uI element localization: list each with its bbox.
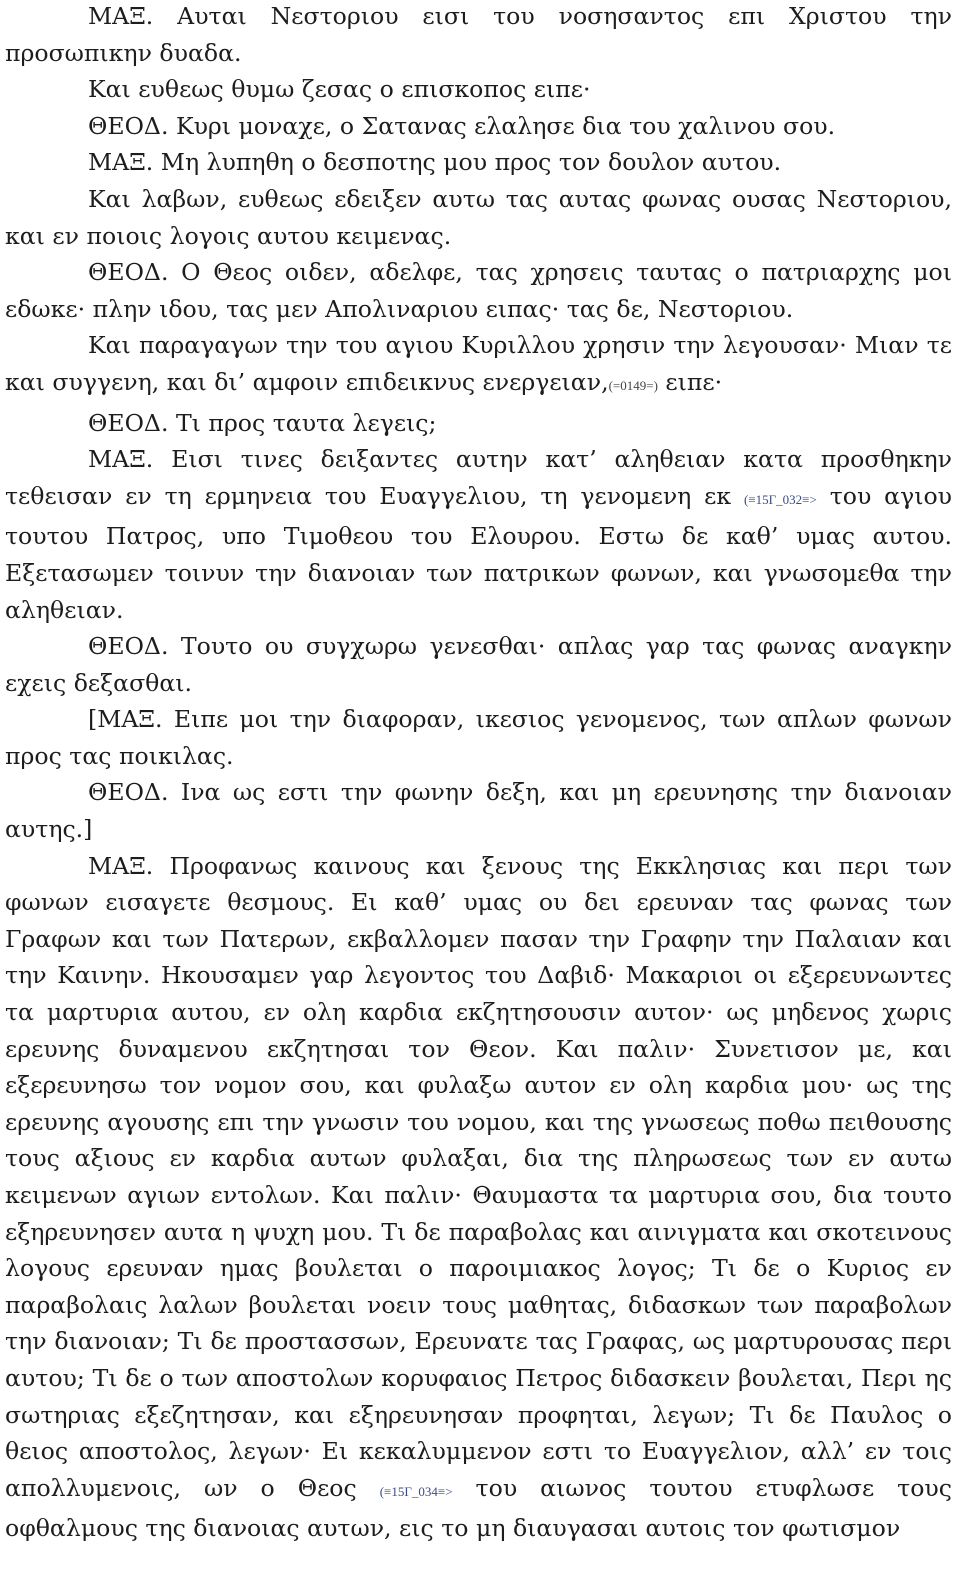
- text-run: του αιωνος τουτου ετυφλωσε τους οφθαλμους της διανοιας αυτων, εις το μη διαυγασαι αυτοις τον φωτισμον: [5, 1473, 952, 1543]
- text-paragraph: [5, 441, 952, 628]
- text-paragraph: [5, 254, 952, 327]
- text-run: ΘΕΟΔ. Ινα ως εστι την φωνην δεξη, και μη ερευνησης την διανοιαν αυτης.]: [5, 778, 952, 844]
- page-marker: (=0149=): [608, 377, 658, 393]
- text-run: ΜΑΞ. Εισι τινες δειξαντες αυτην κατ’ αληθειαν κατα προσθηκην τεθεισαν εν τη ερμηνεια του Ευαγγελιου, τη γενομενη εκ: [5, 445, 952, 510]
- text-run: ΘΕΟΔ. Τουτο ου συγχωρω γενεσθαι· απλας γαρ τας φωνας αναγκην εχεις δεξασθαι.: [5, 632, 952, 697]
- text-run: ΘΕΟΔ. Τι προς ταυτα λεγεις;: [88, 408, 437, 437]
- text-paragraph: [5, 848, 952, 1547]
- page-marker: (≡15Γ_032≡>: [744, 491, 817, 507]
- page-marker: (≡15Γ_034≡>: [379, 1483, 453, 1499]
- text-paragraph: [5, 628, 952, 701]
- text-run: ΜΑΞ. Αυται Νεστοριου εισι του νοσησαντος επι Χριστου την προσωπικην δυαδα.: [5, 2, 952, 67]
- text-paragraph: [5, 327, 952, 404]
- text-paragraph: [5, 0, 952, 71]
- text-run: ΜΑΞ. Προφανως καινους και ξενους της Εκκλησιας και περι των φωνων εισαγετε θεσμους. Ει καθ’ υμας ου δει ερευναν τας φωνας των Γραφων και των Πατερων, εκβαλλομεν πασαν την Γραφην την Παλαιαν και την Καινην. Ηκουσαμεν γαρ λεγοντος του Δαβιδ· Μακαριοι οι εξερευνωντες τα μαρτυρια αυτου, εν ολη καρδια εκζητησουσιν αυτον· ως μηδενος χωρις ερευνης δυναμενου εκζητησαι τον Θεον. Και παλιν· Συνετισον με, και εξερευνησω τον νομον σου, και φυλαξω αυτον εν ολη καρδια μου· ως της ερευνης αγουσης επι την γνωσιν του νομου, και της γνωσεως ποθω πειθουσης τους αξιους εν καρδια αυτων φυλαξαι, δια της πληρωσεως των εν αυτω κειμενων αγιων εντολων. Και παλιν· Θαυμαστα τα μαρτυρια σου, δια τουτο εξηρευνησεν αυτα η ψυχη μου. Τι δε παραβολας και αινιγματα και σκοτεινους λογους ερευναν ημας βουλεται ο παροιμιακος λογος; Τι δε ο Κυριος εν παραβολαις λαλων βουλεται νοειν τους μαθητας, διδασκων των παραβολων την διανοιαν; Τι δε προστασσων, Ερευνατε τας Γραφας, ως μαρτυρουσας περι αυτου; Τι δε ο των αποστολων κορυφαιος Πετρος διδασκειν βουλεται, Περι ης σωτηριας εξεζητησαν, και εξηρευνησαν προφηται, λεγων; Τι δε Παυλος ο θειος αποστολος, λεγων· Ει κεκαλυμμενον εστι το Ευαγγελιον, αλλ’ εν τοις απολλυμενοις, ων ο Θεος: [5, 851, 952, 1502]
- text-paragraph: [5, 144, 952, 181]
- text-run: ειπε·: [657, 367, 723, 396]
- text-run: [ΜΑΞ. Ειπε μοι την διαφοραν, ικεσιος γενομενος, των απλων φωνων προς τας ποικιλας.: [5, 705, 952, 770]
- text-paragraph: [5, 181, 952, 254]
- text-run: Και παραγαγων την του αγιου Κυριλλου χρησιν την λεγουσαν· Μιαν τε και συγγενη, και δι’ αμφοιν επιδεικνυς ενεργειαν,: [5, 331, 952, 396]
- text-paragraph: [5, 405, 952, 442]
- text-run: Και λαβων, ευθεως εδειξεν αυτω τας αυτας φωνας ουσας Νεστοριου, και εν ποιοις λογοις αυτου κειμενας.: [5, 184, 952, 250]
- text-run: του αγιου τουτου Πατρος, υπο Τιμοθεου του Ελουρου. Εστω δε καθ’ υμας αυτου. Εξετασωμεν τοινυν την διανοιαν των πατρικων φωνων, και γνωσομεθα την αληθειαν.: [5, 481, 952, 624]
- document-page: [5, 0, 952, 1547]
- text-run: Και ευθεως θυμω ζεσας ο επισκοπος ειπε·: [88, 75, 591, 104]
- text-paragraph: [5, 71, 952, 108]
- text-paragraph: [5, 108, 952, 145]
- text-run: ΘΕΟΔ. Κυρι μοναχε, ο Σατανας ελαλησε δια του χαλινου σου.: [88, 111, 836, 140]
- text-paragraph: [5, 701, 952, 774]
- text-run: ΘΕΟΔ. Ο Θεος οιδεν, αδελφε, τας χρησεις ταυτας ο πατριαρχης μοι εδωκε· πλην ιδου, τας μεν Απολιναριου ειπας· τας δε, Νεστοριου.: [5, 258, 952, 323]
- text-run: ΜΑΞ. Μη λυπηθη ο δεσποτης μου προς τον δουλον αυτου.: [88, 148, 782, 177]
- text-paragraph: [5, 774, 952, 847]
